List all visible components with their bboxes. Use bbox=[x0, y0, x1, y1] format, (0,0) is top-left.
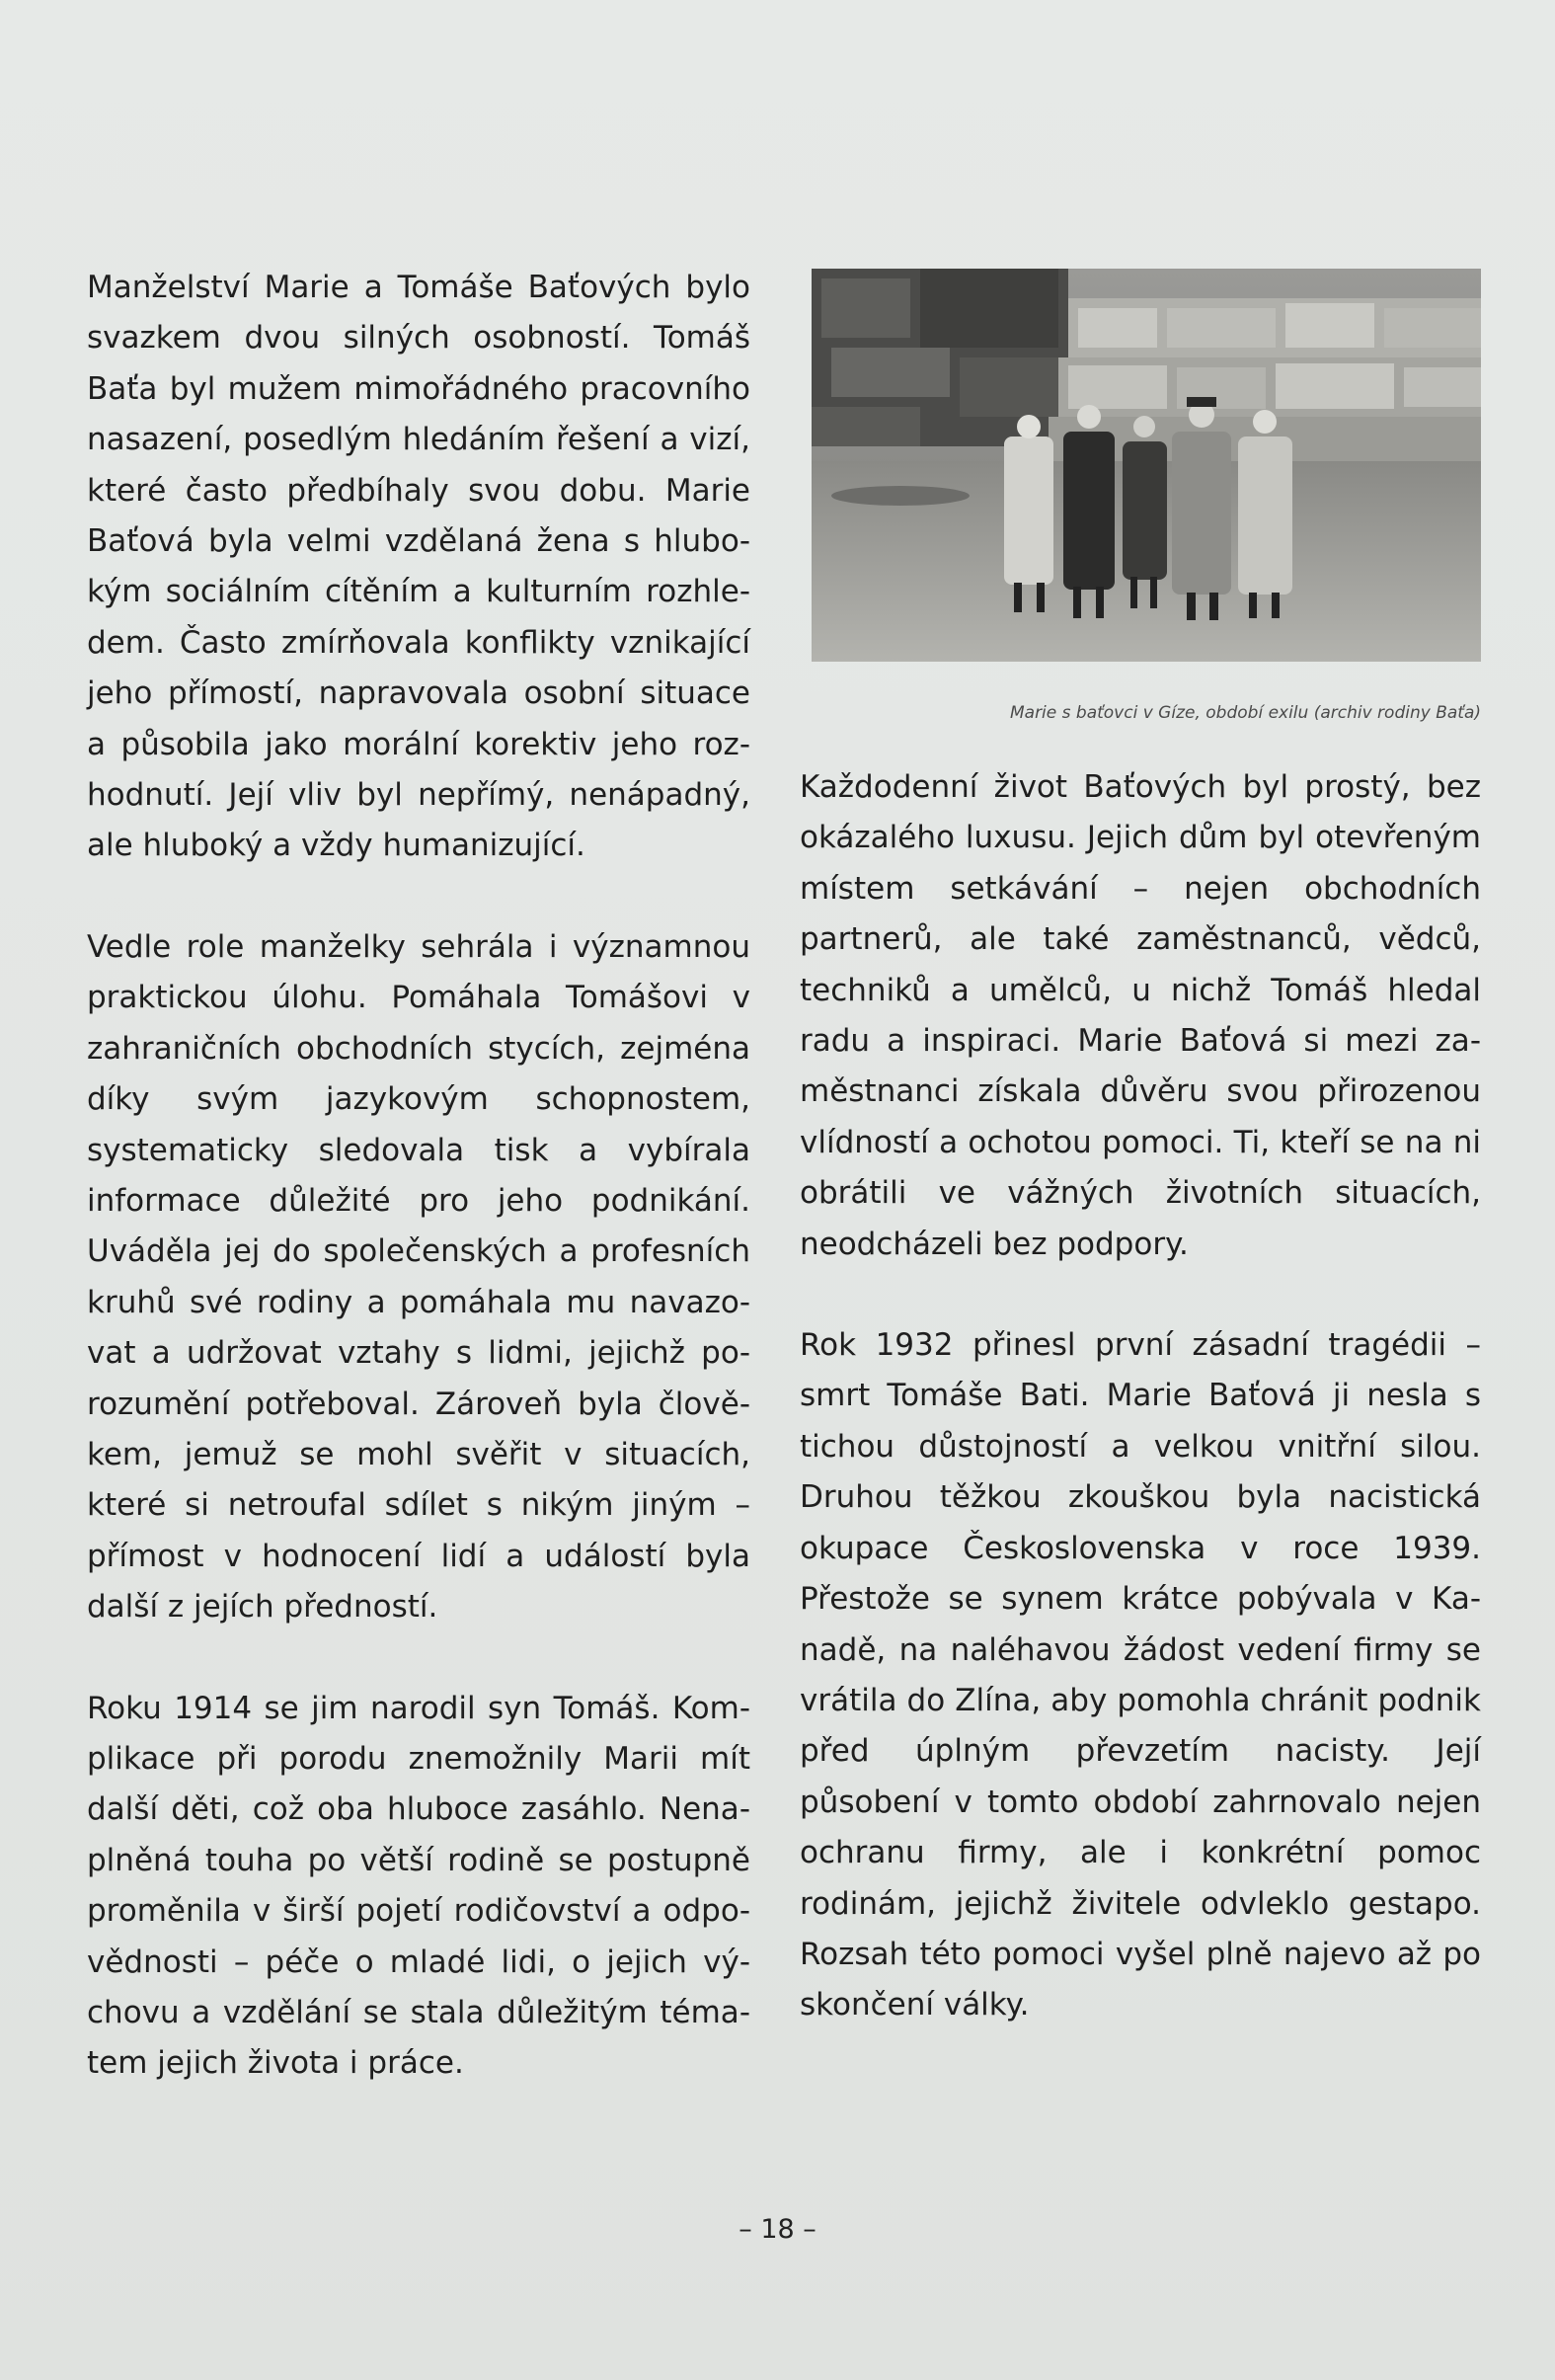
photo-caption: Marie s baťovci v Gíze, období exilu (archiv rodiny Baťa) bbox=[1009, 703, 1481, 723]
page-number: – 18 – bbox=[739, 2214, 816, 2245]
paragraph: Manželství Marie a Tomáše Baťových bylo svazkem dvou silných osobností. Tomáš Baťa byl mužem mimořádného pracovního nasazení, posedlým hledáním řešení a vizí, které často předbíhaly svou dobu. Marie Baťová byla velmi vzdělaná žena s hlubokým sociálním cítěním a kulturním rozhledem. Často zmírňovala konflikty vznikající jeho přímostí, napravovala osobní situace a působila jako morální korektiv jeho rozhodnutí. Její vliv byl nepřímý, nenápadný, ale hluboký a vždy humanizující. bbox=[87, 270, 750, 864]
paragraph: Každodenní život Baťových byl prostý, bez okázalého luxusu. Jejich dům byl otevřeným místem setkávání – nejen obchodních partnerů, ale také zaměstnanců, vědců, techniků a umělců, u nichž Tomáš hledal radu a inspiraci. Marie Baťová si mezi zaměstnanci získala důvěru svou přirozenou vlídností a ochotou pomoci. Ti, kteří se na ni obrátili ve vážných životních situacích, neodcházeli bez podpory. bbox=[800, 769, 1481, 1262]
historical-photo bbox=[812, 269, 1481, 662]
right-text-column bbox=[800, 762, 1481, 2082]
paragraph: Vedle role manželky sehrála i významnou praktickou úlohu. Pomáhala Tomášovi v zahraničních obchodních stycích, zejména díky svým jazykovým schopnostem, systematicky sledovala tisk a vybírala informace důležité pro jeho podnikání. Uváděla jej do společenských a profesních kruhů své rodiny a pomáhala mu navazovat a udržovat vztahy s lidmi, jejichž porozumění potřeboval. Zároveň byla člověkem, jemuž se mohl svěřit v situacích, které si netroufal sdílet s nikým jiným – přímost v hodnocení lidí a událostí byla další z jejích předností. bbox=[87, 928, 750, 1626]
paragraph: Rok 1932 přinesl první zásadní tragédii – smrt Tomáše Bati. Marie Baťová ji nesla s tichou důstojností a velkou vnitřní silou. Druhou těžkou zkouškou byla nacistická okupace Československa v roce 1939. Přestože se synem krátce pobývala v Kanadě, na naléhavou žádost vedení firmy se vrátila do Zlína, aby pomohla chránit podnik před úplným převzetím nacisty. Její působení v tomto období zahrnovalo nejen ochranu firmy, ale i konkrétní pomoc rodinám, jejichž živitele odvleklo gestapo. Rozsah této pomoci vyšel plně najevo až po skončení války. bbox=[800, 1327, 1481, 2023]
left-text-column bbox=[87, 263, 750, 2140]
paragraph: Roku 1914 se jim narodil syn Tomáš. Komplikace při porodu znemožnily Marii mít další děti, což oba hluboce zasáhlo. Nenaplněná touha po větší rodině se postupně proměnila v širší pojetí rodičovství a odpovědnosti – péče o mladé lidi, o jejich výchovu a vzdělání se stala důležitým tématem jejich života i práce. bbox=[87, 1690, 750, 2082]
